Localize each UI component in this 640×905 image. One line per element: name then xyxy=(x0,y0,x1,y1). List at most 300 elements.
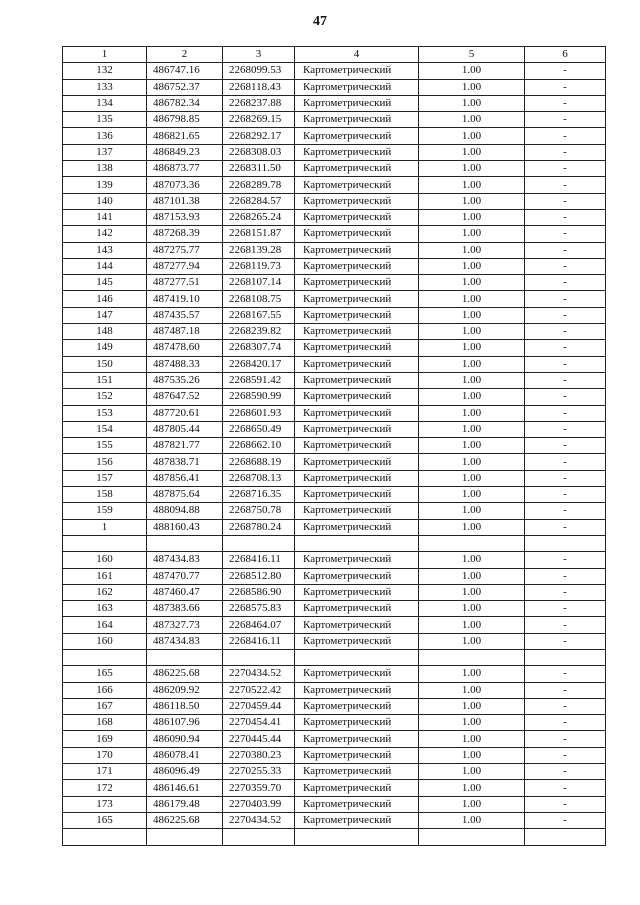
method-cell: Картометрический xyxy=(295,796,419,812)
x-coordinate-cell: 487268.39 xyxy=(147,226,223,242)
accuracy-cell: 1.00 xyxy=(419,454,525,470)
method-cell: Картометрический xyxy=(295,568,419,584)
note-cell: - xyxy=(525,161,606,177)
x-coordinate-cell: 486225.68 xyxy=(147,666,223,682)
method-cell: Картометрический xyxy=(295,503,419,519)
y-coordinate-cell: 2268750.78 xyxy=(223,503,295,519)
accuracy-cell: 1.00 xyxy=(419,487,525,503)
method-cell: Картометрический xyxy=(295,470,419,486)
note-cell: - xyxy=(525,487,606,503)
accuracy-cell: 1.00 xyxy=(419,698,525,714)
table-row xyxy=(63,324,606,340)
x-coordinate-cell: 486118.50 xyxy=(147,698,223,714)
method-cell: Картометрический xyxy=(295,79,419,95)
note-cell: - xyxy=(525,291,606,307)
point-number-cell: 169 xyxy=(63,731,147,747)
method-cell: Картометрический xyxy=(295,177,419,193)
method-cell: Картометрический xyxy=(295,438,419,454)
table-row xyxy=(63,731,606,747)
point-number-cell: 139 xyxy=(63,177,147,193)
accuracy-cell xyxy=(419,829,525,845)
x-coordinate-cell: 486849.23 xyxy=(147,144,223,160)
y-coordinate-cell: 2268099.53 xyxy=(223,63,295,79)
point-number-cell: 158 xyxy=(63,487,147,503)
table-row xyxy=(63,307,606,323)
point-number-cell: 1 xyxy=(63,519,147,535)
note-cell: - xyxy=(525,633,606,649)
point-number-cell: 149 xyxy=(63,340,147,356)
y-coordinate-cell: 2268590.99 xyxy=(223,389,295,405)
table-row xyxy=(63,242,606,258)
method-cell: Картометрический xyxy=(295,63,419,79)
point-number-cell: 141 xyxy=(63,209,147,225)
x-coordinate-cell: 487805.44 xyxy=(147,421,223,437)
table-row xyxy=(63,552,606,568)
note-cell: - xyxy=(525,666,606,682)
y-coordinate-cell: 2270445.44 xyxy=(223,731,295,747)
note-cell: - xyxy=(525,193,606,209)
method-cell: Картометрический xyxy=(295,242,419,258)
y-coordinate-cell: 2270255.33 xyxy=(223,764,295,780)
y-coordinate-cell: 2268464.07 xyxy=(223,617,295,633)
x-coordinate-cell: 488094.88 xyxy=(147,503,223,519)
table-row xyxy=(63,356,606,372)
y-coordinate-cell: 2268512.80 xyxy=(223,568,295,584)
column-header: 5 xyxy=(419,47,525,63)
y-coordinate-cell: 2270403.99 xyxy=(223,796,295,812)
point-number-cell: 166 xyxy=(63,682,147,698)
x-coordinate-cell: 486146.61 xyxy=(147,780,223,796)
point-number-cell: 156 xyxy=(63,454,147,470)
table-row xyxy=(63,796,606,812)
x-coordinate-cell: 487434.83 xyxy=(147,552,223,568)
column-header: 3 xyxy=(223,47,295,63)
x-coordinate-cell: 486096.49 xyxy=(147,764,223,780)
accuracy-cell: 1.00 xyxy=(419,144,525,160)
accuracy-cell xyxy=(419,535,525,551)
note-cell: - xyxy=(525,470,606,486)
y-coordinate-cell: 2268284.57 xyxy=(223,193,295,209)
note-cell: - xyxy=(525,112,606,128)
column-header: 4 xyxy=(295,47,419,63)
note-cell: - xyxy=(525,568,606,584)
point-number-cell: 162 xyxy=(63,584,147,600)
point-number-cell: 165 xyxy=(63,812,147,828)
x-coordinate-cell: 487821.77 xyxy=(147,438,223,454)
method-cell: Картометрический xyxy=(295,552,419,568)
method-cell: Картометрический xyxy=(295,454,419,470)
point-number-cell: 160 xyxy=(63,552,147,568)
y-coordinate-cell: 2268416.11 xyxy=(223,552,295,568)
note-cell: - xyxy=(525,307,606,323)
table-row xyxy=(63,258,606,274)
column-header: 1 xyxy=(63,47,147,63)
method-cell: Картометрический xyxy=(295,372,419,388)
note-cell: - xyxy=(525,372,606,388)
accuracy-cell: 1.00 xyxy=(419,258,525,274)
accuracy-cell: 1.00 xyxy=(419,372,525,388)
accuracy-cell: 1.00 xyxy=(419,79,525,95)
point-number-cell: 150 xyxy=(63,356,147,372)
accuracy-cell: 1.00 xyxy=(419,356,525,372)
accuracy-cell: 1.00 xyxy=(419,617,525,633)
table-row xyxy=(63,812,606,828)
note-cell: - xyxy=(525,503,606,519)
x-coordinate-cell: 487535.26 xyxy=(147,372,223,388)
table-row xyxy=(63,177,606,193)
accuracy-cell: 1.00 xyxy=(419,340,525,356)
note-cell xyxy=(525,649,606,665)
point-number-cell: 171 xyxy=(63,764,147,780)
x-coordinate-cell: 486782.34 xyxy=(147,95,223,111)
y-coordinate-cell: 2270380.23 xyxy=(223,747,295,763)
accuracy-cell: 1.00 xyxy=(419,128,525,144)
note-cell: - xyxy=(525,95,606,111)
y-coordinate-cell: 2268780.24 xyxy=(223,519,295,535)
y-coordinate-cell: 2268308.03 xyxy=(223,144,295,160)
method-cell: Картометрический xyxy=(295,112,419,128)
y-coordinate-cell: 2268416.11 xyxy=(223,633,295,649)
y-coordinate-cell: 2268420.17 xyxy=(223,356,295,372)
note-cell: - xyxy=(525,617,606,633)
y-coordinate-cell: 2268708.13 xyxy=(223,470,295,486)
table-row xyxy=(63,470,606,486)
method-cell: Картометрический xyxy=(295,731,419,747)
x-coordinate-cell: 487435.57 xyxy=(147,307,223,323)
accuracy-cell: 1.00 xyxy=(419,161,525,177)
method-cell: Картометрический xyxy=(295,226,419,242)
method-cell: Картометрический xyxy=(295,764,419,780)
note-cell: - xyxy=(525,144,606,160)
note-cell xyxy=(525,829,606,845)
x-coordinate-cell: 486107.96 xyxy=(147,715,223,731)
method-cell: Картометрический xyxy=(295,324,419,340)
x-coordinate-cell: 487487.18 xyxy=(147,324,223,340)
point-number-cell: 137 xyxy=(63,144,147,160)
x-coordinate-cell: 486179.48 xyxy=(147,796,223,812)
column-header: 6 xyxy=(525,47,606,63)
table-row xyxy=(63,780,606,796)
point-number-cell: 153 xyxy=(63,405,147,421)
point-number-cell xyxy=(63,829,147,845)
table-row xyxy=(63,438,606,454)
point-number-cell: 146 xyxy=(63,291,147,307)
table-row xyxy=(63,389,606,405)
y-coordinate-cell: 2268307.74 xyxy=(223,340,295,356)
accuracy-cell: 1.00 xyxy=(419,389,525,405)
table-row xyxy=(63,747,606,763)
note-cell: - xyxy=(525,747,606,763)
note-cell: - xyxy=(525,356,606,372)
method-cell: Картометрический xyxy=(295,340,419,356)
x-coordinate-cell: 486225.68 xyxy=(147,812,223,828)
y-coordinate-cell: 2268575.83 xyxy=(223,601,295,617)
note-cell: - xyxy=(525,389,606,405)
accuracy-cell: 1.00 xyxy=(419,731,525,747)
x-coordinate-cell: 487073.36 xyxy=(147,177,223,193)
y-coordinate-cell: 2268650.49 xyxy=(223,421,295,437)
point-number-cell xyxy=(63,649,147,665)
y-coordinate-cell xyxy=(223,535,295,551)
x-coordinate-cell xyxy=(147,535,223,551)
y-coordinate-cell: 2268108.75 xyxy=(223,291,295,307)
accuracy-cell: 1.00 xyxy=(419,682,525,698)
y-coordinate-cell xyxy=(223,649,295,665)
coordinates-table xyxy=(62,46,606,846)
table-row xyxy=(63,715,606,731)
x-coordinate-cell: 486821.65 xyxy=(147,128,223,144)
method-cell: Картометрический xyxy=(295,307,419,323)
point-number-cell: 148 xyxy=(63,324,147,340)
y-coordinate-cell: 2268118.43 xyxy=(223,79,295,95)
note-cell: - xyxy=(525,601,606,617)
table-row xyxy=(63,617,606,633)
y-coordinate-cell: 2268662.10 xyxy=(223,438,295,454)
accuracy-cell: 1.00 xyxy=(419,470,525,486)
note-cell: - xyxy=(525,79,606,95)
accuracy-cell: 1.00 xyxy=(419,764,525,780)
x-coordinate-cell: 486752.37 xyxy=(147,79,223,95)
method-cell: Картометрический xyxy=(295,487,419,503)
method-cell: Картометрический xyxy=(295,95,419,111)
accuracy-cell: 1.00 xyxy=(419,421,525,437)
point-number-cell: 135 xyxy=(63,112,147,128)
method-cell: Картометрический xyxy=(295,715,419,731)
table-row xyxy=(63,226,606,242)
method-cell: Картометрический xyxy=(295,389,419,405)
note-cell: - xyxy=(525,438,606,454)
y-coordinate-cell: 2270454.41 xyxy=(223,715,295,731)
page-number: 47 xyxy=(313,14,327,29)
table-row xyxy=(63,519,606,535)
note-cell: - xyxy=(525,584,606,600)
point-number-cell: 136 xyxy=(63,128,147,144)
y-coordinate-cell: 2268311.50 xyxy=(223,161,295,177)
table-row xyxy=(63,161,606,177)
x-coordinate-cell: 487327.73 xyxy=(147,617,223,633)
x-coordinate-cell: 487856.41 xyxy=(147,470,223,486)
method-cell: Картометрический xyxy=(295,405,419,421)
method-cell: Картометрический xyxy=(295,161,419,177)
table-row xyxy=(63,275,606,291)
table-row xyxy=(63,405,606,421)
accuracy-cell: 1.00 xyxy=(419,291,525,307)
accuracy-cell: 1.00 xyxy=(419,324,525,340)
table-row xyxy=(63,649,606,665)
table-row xyxy=(63,568,606,584)
x-coordinate-cell: 487275.77 xyxy=(147,242,223,258)
method-cell xyxy=(295,829,419,845)
y-coordinate-cell: 2268139.28 xyxy=(223,242,295,258)
point-number-cell: 173 xyxy=(63,796,147,812)
y-coordinate-cell: 2270459.44 xyxy=(223,698,295,714)
y-coordinate-cell: 2268688.19 xyxy=(223,454,295,470)
note-cell xyxy=(525,535,606,551)
x-coordinate-cell: 486090.94 xyxy=(147,731,223,747)
point-number-cell: 132 xyxy=(63,63,147,79)
table-row xyxy=(63,829,606,845)
accuracy-cell: 1.00 xyxy=(419,812,525,828)
note-cell: - xyxy=(525,552,606,568)
x-coordinate-cell: 487277.51 xyxy=(147,275,223,291)
table-row xyxy=(63,128,606,144)
point-number-cell: 134 xyxy=(63,95,147,111)
y-coordinate-cell: 2270522.42 xyxy=(223,682,295,698)
method-cell: Картометрический xyxy=(295,682,419,698)
method-cell: Картометрический xyxy=(295,666,419,682)
y-coordinate-cell: 2268167.55 xyxy=(223,307,295,323)
table-row xyxy=(63,454,606,470)
point-number-cell: 159 xyxy=(63,503,147,519)
point-number-cell xyxy=(63,535,147,551)
table-row xyxy=(63,372,606,388)
y-coordinate-cell: 2268119.73 xyxy=(223,258,295,274)
accuracy-cell: 1.00 xyxy=(419,63,525,79)
accuracy-cell: 1.00 xyxy=(419,177,525,193)
y-coordinate-cell: 2268265.24 xyxy=(223,209,295,225)
point-number-cell: 152 xyxy=(63,389,147,405)
point-number-cell: 163 xyxy=(63,601,147,617)
table-row xyxy=(63,112,606,128)
accuracy-cell: 1.00 xyxy=(419,193,525,209)
y-coordinate-cell: 2268601.93 xyxy=(223,405,295,421)
accuracy-cell: 1.00 xyxy=(419,226,525,242)
table-row xyxy=(63,764,606,780)
note-cell: - xyxy=(525,226,606,242)
point-number-cell: 157 xyxy=(63,470,147,486)
note-cell: - xyxy=(525,519,606,535)
note-cell: - xyxy=(525,812,606,828)
x-coordinate-cell: 487838.71 xyxy=(147,454,223,470)
x-coordinate-cell: 487478.60 xyxy=(147,340,223,356)
method-cell: Картометрический xyxy=(295,601,419,617)
method-cell: Картометрический xyxy=(295,617,419,633)
note-cell: - xyxy=(525,258,606,274)
point-number-cell: 161 xyxy=(63,568,147,584)
method-cell: Картометрический xyxy=(295,291,419,307)
point-number-cell: 160 xyxy=(63,633,147,649)
note-cell: - xyxy=(525,715,606,731)
table-row xyxy=(63,633,606,649)
point-number-cell: 164 xyxy=(63,617,147,633)
table-row xyxy=(63,682,606,698)
y-coordinate-cell: 2268269.15 xyxy=(223,112,295,128)
x-coordinate-cell: 486798.85 xyxy=(147,112,223,128)
method-cell: Картометрический xyxy=(295,258,419,274)
method-cell: Картометрический xyxy=(295,584,419,600)
point-number-cell: 144 xyxy=(63,258,147,274)
x-coordinate-cell: 487277.94 xyxy=(147,258,223,274)
point-number-cell: 147 xyxy=(63,307,147,323)
y-coordinate-cell: 2270434.52 xyxy=(223,812,295,828)
column-header: 2 xyxy=(147,47,223,63)
table-row xyxy=(63,698,606,714)
note-cell: - xyxy=(525,796,606,812)
note-cell: - xyxy=(525,177,606,193)
y-coordinate-cell: 2268151.87 xyxy=(223,226,295,242)
table-row xyxy=(63,63,606,79)
y-coordinate-cell: 2268107.14 xyxy=(223,275,295,291)
x-coordinate-cell: 487488.33 xyxy=(147,356,223,372)
method-cell: Картометрический xyxy=(295,193,419,209)
y-coordinate-cell: 2268591.42 xyxy=(223,372,295,388)
method-cell: Картометрический xyxy=(295,421,419,437)
point-number-cell: 154 xyxy=(63,421,147,437)
point-number-cell: 143 xyxy=(63,242,147,258)
x-coordinate-cell: 487434.83 xyxy=(147,633,223,649)
method-cell: Картометрический xyxy=(295,698,419,714)
accuracy-cell: 1.00 xyxy=(419,552,525,568)
method-cell: Картометрический xyxy=(295,356,419,372)
x-coordinate-cell: 487101.38 xyxy=(147,193,223,209)
x-coordinate-cell: 486209.92 xyxy=(147,682,223,698)
table-row xyxy=(63,95,606,111)
table-row xyxy=(63,503,606,519)
note-cell: - xyxy=(525,63,606,79)
x-coordinate-cell: 487470.77 xyxy=(147,568,223,584)
table-row xyxy=(63,209,606,225)
table-row xyxy=(63,601,606,617)
table-row xyxy=(63,487,606,503)
y-coordinate-cell: 2270359.70 xyxy=(223,780,295,796)
point-number-cell: 151 xyxy=(63,372,147,388)
y-coordinate-cell xyxy=(223,829,295,845)
accuracy-cell: 1.00 xyxy=(419,796,525,812)
method-cell: Картометрический xyxy=(295,519,419,535)
table-row xyxy=(63,79,606,95)
x-coordinate-cell: 487647.52 xyxy=(147,389,223,405)
method-cell: Картометрический xyxy=(295,209,419,225)
x-coordinate-cell: 486873.77 xyxy=(147,161,223,177)
table-row xyxy=(63,193,606,209)
method-cell: Картометрический xyxy=(295,780,419,796)
accuracy-cell: 1.00 xyxy=(419,438,525,454)
accuracy-cell: 1.00 xyxy=(419,112,525,128)
table-row xyxy=(63,340,606,356)
point-number-cell: 172 xyxy=(63,780,147,796)
accuracy-cell: 1.00 xyxy=(419,275,525,291)
note-cell: - xyxy=(525,209,606,225)
table-row xyxy=(63,535,606,551)
accuracy-cell: 1.00 xyxy=(419,601,525,617)
y-coordinate-cell: 2268716.35 xyxy=(223,487,295,503)
note-cell: - xyxy=(525,454,606,470)
accuracy-cell xyxy=(419,649,525,665)
note-cell: - xyxy=(525,128,606,144)
method-cell xyxy=(295,649,419,665)
y-coordinate-cell: 2268292.17 xyxy=(223,128,295,144)
table-row xyxy=(63,584,606,600)
accuracy-cell: 1.00 xyxy=(419,780,525,796)
point-number-cell: 155 xyxy=(63,438,147,454)
x-coordinate-cell: 486747.16 xyxy=(147,63,223,79)
accuracy-cell: 1.00 xyxy=(419,209,525,225)
table-row xyxy=(63,666,606,682)
accuracy-cell: 1.00 xyxy=(419,633,525,649)
point-number-cell: 170 xyxy=(63,747,147,763)
table-row xyxy=(63,421,606,437)
accuracy-cell: 1.00 xyxy=(419,584,525,600)
note-cell: - xyxy=(525,242,606,258)
y-coordinate-cell: 2270434.52 xyxy=(223,666,295,682)
y-coordinate-cell: 2268239.82 xyxy=(223,324,295,340)
y-coordinate-cell: 2268289.78 xyxy=(223,177,295,193)
table-row xyxy=(63,291,606,307)
note-cell: - xyxy=(525,421,606,437)
note-cell: - xyxy=(525,682,606,698)
method-cell xyxy=(295,535,419,551)
point-number-cell: 133 xyxy=(63,79,147,95)
